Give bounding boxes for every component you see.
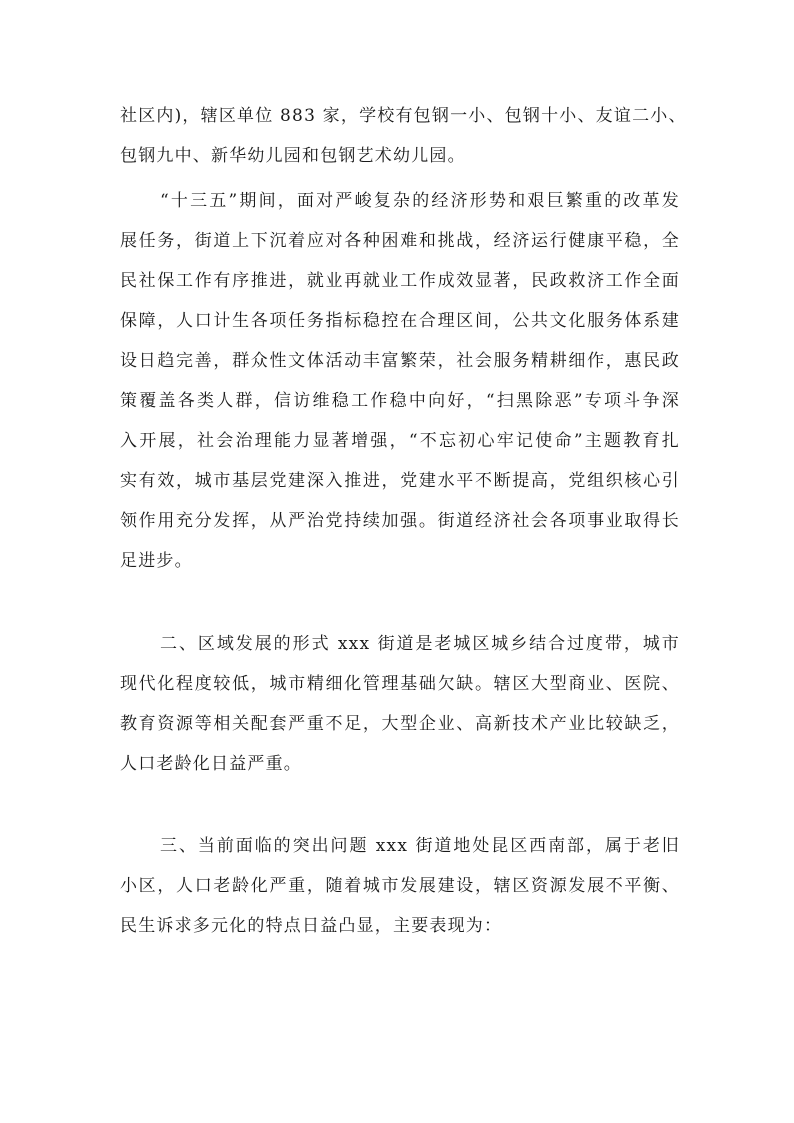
text-line: 展任务，街道上下沉着应对各种困难和挑战，经济运行健康平稳，全 (120, 231, 680, 251)
text-line: 领作用充分发挥，从严治党持续加强。街道经济社会各项事业取得长 (120, 511, 680, 531)
text-line: 包钢九中、新华幼儿园和包钢艺术幼儿园。 (120, 146, 466, 166)
text-line: 设日趋完善，群众性文体活动丰富繁荣，社会服务精耕细作，惠民政 (120, 351, 680, 371)
paragraph-school-units (120, 96, 687, 176)
text-line: 保障，人口计生各项任务指标稳控在合理区间，公共文化服务体系建 (120, 311, 680, 331)
text-line: 人口老龄化日益严重。 (120, 754, 302, 774)
text-line: 三、当前面临的突出问题 xxx 街道地处昆区西南部，属于老旧 (160, 836, 680, 856)
paragraph-regional-development (120, 624, 680, 784)
text-line: 足进步。 (120, 551, 193, 571)
text-line: “十三五”期间，面对严峻复杂的经济形势和艰巨繁重的改革发 (160, 191, 680, 211)
text-line: 社区内)，辖区单位 883 家，学校有包钢一小、包钢十小、友谊二小、 (120, 106, 687, 126)
text-line: 小区，人口老龄化严重，随着城市发展建设，辖区资源发展不平衡、 (120, 876, 680, 896)
text-line: 策覆盖各类人群，信访维稳工作稳中向好，“扫黑除恶”专项斗争深 (120, 391, 680, 411)
text-line: 民社保工作有序推进，就业再就业工作成效显著，民政救济工作全面 (120, 271, 680, 291)
text-line: 实有效，城市基层党建深入推进，党建水平不断提高，党组织核心引 (120, 471, 680, 491)
paragraph-current-problems (120, 826, 680, 946)
text-line: 民生诉求多元化的特点日益凸显，主要表现为： (120, 916, 503, 936)
text-line: 教育资源等相关配套严重不足，大型企业、高新技术产业比较缺乏， (120, 714, 680, 734)
text-line: 二、区域发展的形式 xxx 街道是老城区城乡结合过度带，城市 (160, 634, 680, 654)
paragraph-thirteenth-five-year (120, 181, 680, 581)
text-line: 入开展，社会治理能力显著增强，“不忘初心牢记使命”主题教育扎 (120, 431, 680, 451)
text-line: 现代化程度较低，城市精细化管理基础欠缺。辖区大型商业、医院、 (120, 674, 680, 694)
